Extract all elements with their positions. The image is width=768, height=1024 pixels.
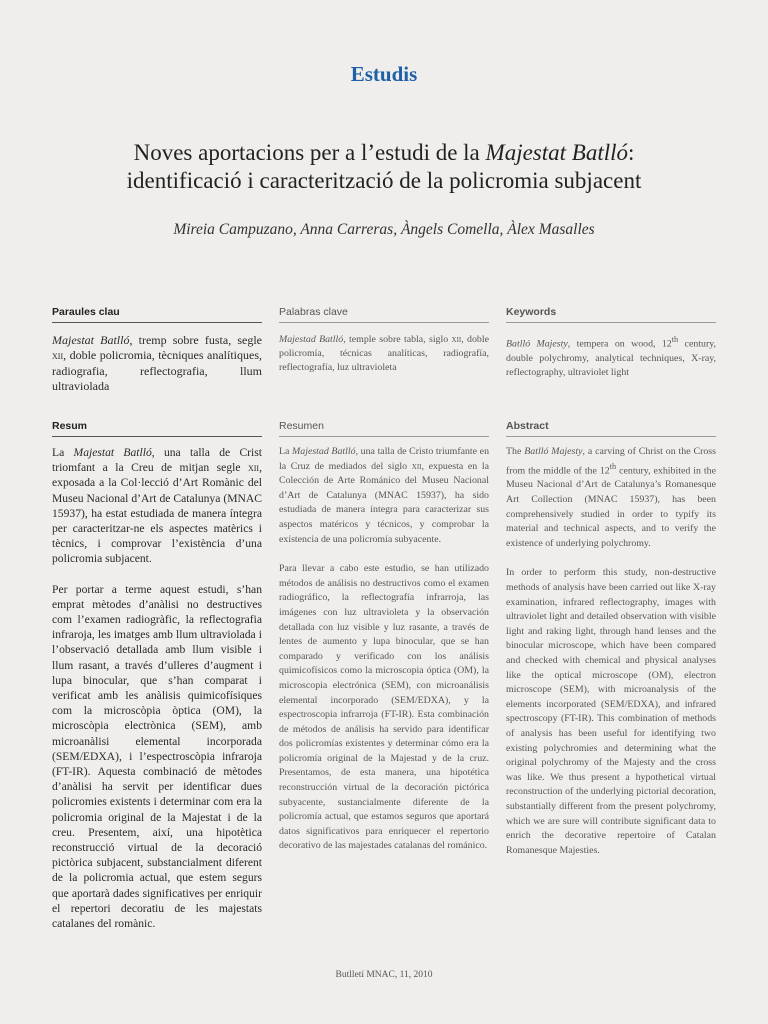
title-line2: identificació i caracterització de la policromia subjacent (126, 168, 642, 193)
abstract-en-p1-sup: th (609, 461, 617, 471)
english-column (506, 306, 716, 858)
keywords-es-century: xii (451, 334, 462, 345)
keywords-en-text2: century, double polychromy, analytical techniques, X-ray, reflectography, ultraviolet light (506, 338, 716, 378)
abstract-heading-ca: Resum (52, 420, 262, 437)
keywords-ca-italic: Majestat Batlló (52, 333, 130, 347)
keywords-ca-text2: , doble policromia, tècniques analítiques, radiografia, reflectografia, llum ultraviolada (52, 348, 262, 393)
keywords-heading-es: Palabras clave (279, 306, 489, 323)
keywords-es-text2: , doble policromía, técnicas analíticas, radiografía, reflectografía, luz ultravioleta (279, 334, 489, 374)
article-title (40, 139, 728, 195)
keywords-es-text1: , temple sobre tabla, siglo (343, 334, 452, 345)
abstract-en-p1-italic: Batlló Majesty (524, 446, 583, 457)
abstract-en-paragraph-2: In order to perform this study, non-destructive methods of analysis have been carried out like X-ray examination, infrared reflectography, images with ultraviolet light and detailed observation with visible light and raking light, through hand lenses and the binocular microscope, which have been compared and checked with chemical and physical analyses like the optical microscope (OM), electron microscope (SEM), with microanalysis of the elements incorporated (SEM/EDXA), and infrared spectroscopy (FT-IR). This combination of methods of analysis has been useful for identifying two existing polychromies and determining what the original polychromy of the Majesty and the cross was like. We thus present a hypothetical virtual reconstruction of the underlying pictorial decoration, substantially different from the present polychromy, which we are sure will contribute significant data to enrich the decorative repertoire of Catalan Romanesque Majesties. (506, 567, 716, 856)
abstract-es-p1-b: , una talla de Cristo triumfante en la Cruz de mediados del siglo (279, 446, 490, 472)
section-title: Estudis (350, 62, 418, 86)
abstract-ca-paragraph-1 (52, 445, 262, 567)
abstract-es-paragraph-2: Para llevar a cabo este estudio, se han utilizado métodos de análisis no destructivos como el examen radiográfico, la reflectografía infrarroja, las imágenes con luz ultravioleta y la observación detallada con luz visible y luz rasante, a través de lentes de aumento y lupa binocular, que se han comparado y verificado con los análisis quimicofísicos como la microscopia óptica (OM), la microscopia electrónica (SEM), con microanálisis elemental incorporado (SEM/EDXA), y la espectroscopia infrarroja (FT-IR). Esta combinación de métodos de análisis ha servido para identificar dos policromías existentes y determinar cómo era la policromía original de la Majestad y de la cruz. Presentamos, de esta manera, una hipotética reconstrucción virtual de la decoración pictórica subyacente, sustancialmente diferente de la policromía actual, que estamos seguros que aportará datos significativos para enriquecer el repertorio decorativo de las majestades catalanas del románico. (279, 563, 489, 852)
keywords-en-sup: th (671, 335, 679, 344)
keywords-en-text1: , tempera on wood, 12 (567, 338, 672, 350)
abstract-heading-es: Resumen (279, 420, 489, 437)
keywords-ca-text1: , tremp sobre fusta, segle (129, 333, 262, 347)
keywords-es (279, 333, 489, 398)
abstract-ca (52, 420, 262, 931)
footer: Butlletí MNAC, 11, 2010 (335, 970, 433, 980)
abstract-en-p1-c: century, exhibited in the Museu Nacional d’Art de Catalunya’s Romanesque Art Collection (MNAC 15937), has been comprehensively studied in order to typify its material and technical aspects, and to verify the existence of underlying polychromy. (506, 464, 716, 549)
abstract-es-p1-a: La (279, 446, 293, 457)
abstract-en-p1-b: , a carving of Christ on the Cross from the middle of the 12 (506, 446, 716, 476)
abstract-es-p1-century: xii (411, 460, 422, 472)
keywords-heading-ca: Paraules clau (52, 306, 262, 323)
spanish-column (279, 306, 489, 854)
abstract-ca-p1-c: , exposada a la Col·lecció d’Art Romànic del Museu Nacional d’Art de Catalunya (MNAC 15937), ha estat estudiada de manera íntegra per caracteritzar-ne els aspectes matèrics i tècnics, i comprovar l’existència d’una policromia subjacent. (52, 461, 262, 566)
keywords-es-italic: Majestad Batlló (279, 334, 344, 345)
keywords-ca (52, 333, 262, 398)
abstract-es (279, 420, 489, 854)
abstract-ca-p1-b: , una talla de Crist triomfant a la Creu de mitjan segle (52, 446, 263, 475)
abstract-ca-p1-italic: Majestat Batlló (73, 446, 152, 459)
keywords-heading-en: Keywords (506, 306, 716, 323)
abstract-ca-paragraph-2: Per portar a terme aquest estudi, s’han emprat mètodes d’anàlisi no destructives com l’examen radiogràfic, la reflectografia infraroja, les imatges amb llum ultraviolada i l’observació detallada amb llum visible i llum rasant, a través d’ulleres d’augment i lupa binocular, que s’han comparat i verificat amb les anàlisis quimicofísiques com la microscòpia òptica (OM), la microscòpia electrònica (SEM), amb microanàlisi elemental incorporada (SEM/EDXA), i l’espectroscòpia infraroja (FT-IR). Aquesta combinació de mètodes d’anàlisi ha servit per identificar dues policromies existents i determinar com era la policromia original de la Majestat i de la creu. Presentem, així, una hipotètica reconstrucció virtual de la decoració pictòrica subjacent, substancialment diferent de la policromia actual, que estem segurs que aportarà dades significatives per enriquir el repertori decoratiu de les majestats catalanes del romànic. (52, 582, 262, 931)
abstract-es-paragraph-1 (279, 445, 489, 547)
abstract-ca-p1-century: xii (247, 461, 260, 475)
abstract-es-p1-c: , expuesta en la Colección de Arte Románico del Museu Nacional d’Art de Catalunya (MNAC 15937), ha sido estudiada de manera íntegra para caracterizar sus aspectos matéricos y técnicos, y comprobar la existencia de una policromía subyacente. (279, 460, 489, 545)
title-line1-start: Noves aportacions per a l’estudi de la (133, 140, 486, 165)
abstract-en-paragraph-1 (506, 445, 716, 551)
abstract-en-p1-a: The (506, 446, 525, 457)
keywords-en-italic: Batlló Majesty (506, 338, 568, 350)
abstract-en (506, 420, 716, 858)
title-line1-end: : (628, 140, 635, 165)
authors: Mireia Campuzano, Anna Carreras, Àngels Comella, Àlex Masalles (173, 221, 595, 238)
abstract-ca-p1-a: La (52, 446, 74, 459)
abstract-heading-en: Abstract (506, 420, 716, 437)
keywords-en (506, 333, 716, 398)
catalan-column (52, 306, 262, 931)
abstract-es-p1-italic: Majestad Batlló (292, 446, 356, 457)
keywords-ca-century: xii (52, 348, 64, 363)
title-line1-italic: Majestat Batlló (485, 140, 628, 165)
